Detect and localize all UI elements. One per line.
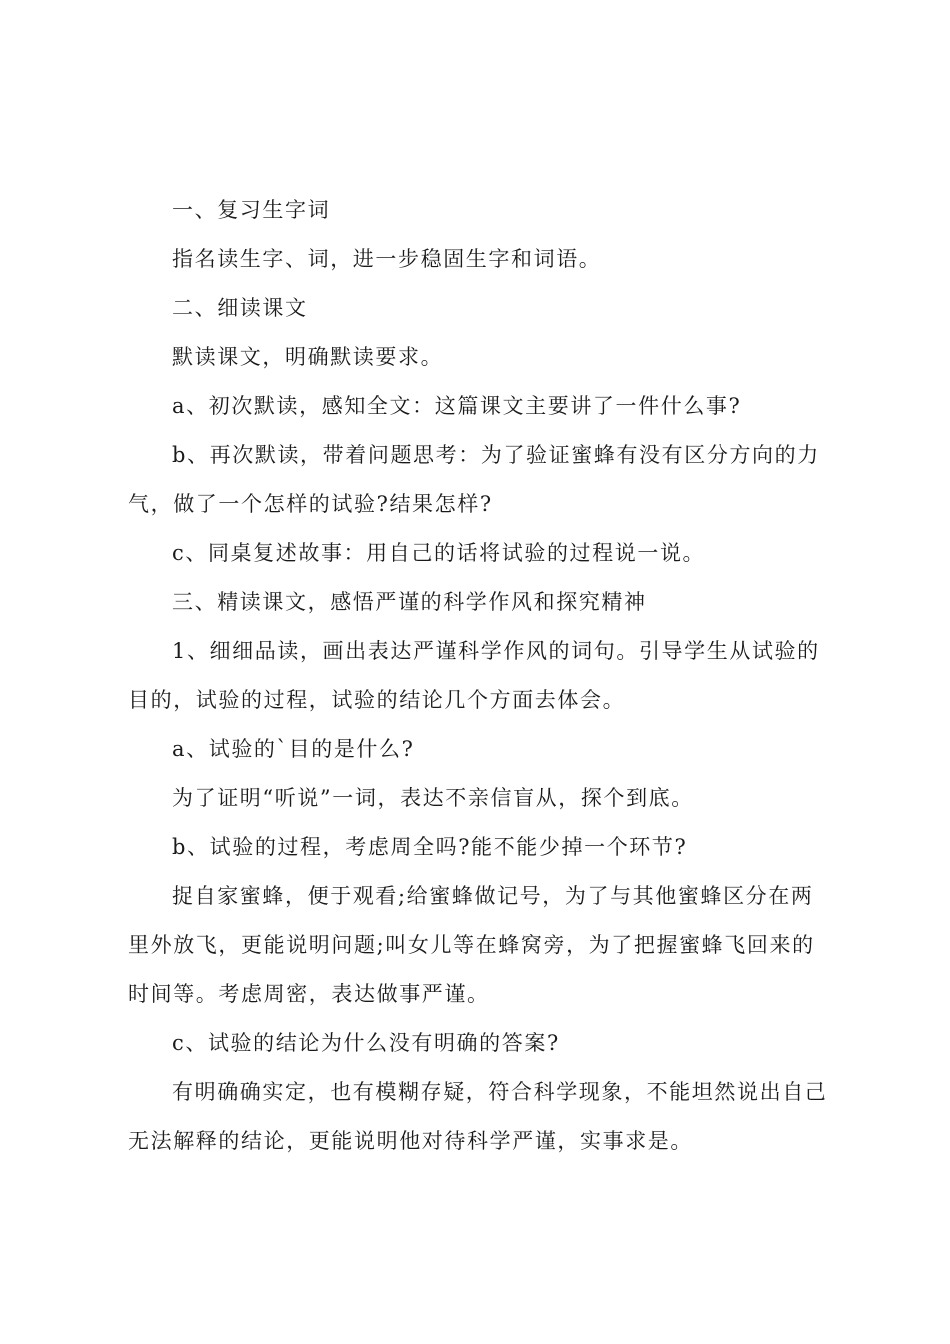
section-heading-read: 二、细读课文 [172,296,308,320]
paragraph: b、试验的过程，考虑周全吗?能不能少掉一个环节? [172,835,688,859]
paragraph: 指名读生字、词，进一步稳固生字和词语。 [172,247,602,271]
paragraph: 有明确确实定，也有模糊存疑，符合科学现象，不能坦然说出自己无法解释的结论，更能说明他对待科学严谨，实事求是。 [128,1080,828,1153]
paragraph: b、再次默读，带着问题思考：为了验证蜜蜂有没有区分方向的力气，做了一个怎样的试验?结果怎样? [128,443,820,516]
paragraph: c、试验的结论为什么没有明确的答案? [172,1031,560,1055]
section-heading-intensive-read: 三、精读课文，感悟严谨的科学作风和探究精神 [172,590,647,614]
paragraph: 为了证明“听说”一词，表达不亲信盲从，探个到底。 [172,786,694,810]
document-body [128,186,832,1166]
paragraph: 默读课文，明确默读要求。 [172,345,444,369]
section-heading-review: 一、复习生字词 [172,198,331,222]
paragraph: c、同桌复述故事：用自己的话将试验的过程说一说。 [172,541,706,565]
paragraph: a、试验的`目的是什么? [172,737,415,761]
paragraph: 捉自家蜜蜂，便于观看;给蜜蜂做记号，为了与其他蜜蜂区分在两里外放飞，更能说明问题;叫女儿等在蜂窝旁，为了把握蜜蜂飞回来的时间等。考虑周密，表达做事严谨。 [128,884,815,1006]
paragraph: a、初次默读，感知全文：这篇课文主要讲了一件什么事? [172,394,742,418]
paragraph: 1、细细品读，画出表达严谨科学作风的词句。引导学生从试验的目的，试验的过程，试验的结论几个方面去体会。 [128,639,820,712]
